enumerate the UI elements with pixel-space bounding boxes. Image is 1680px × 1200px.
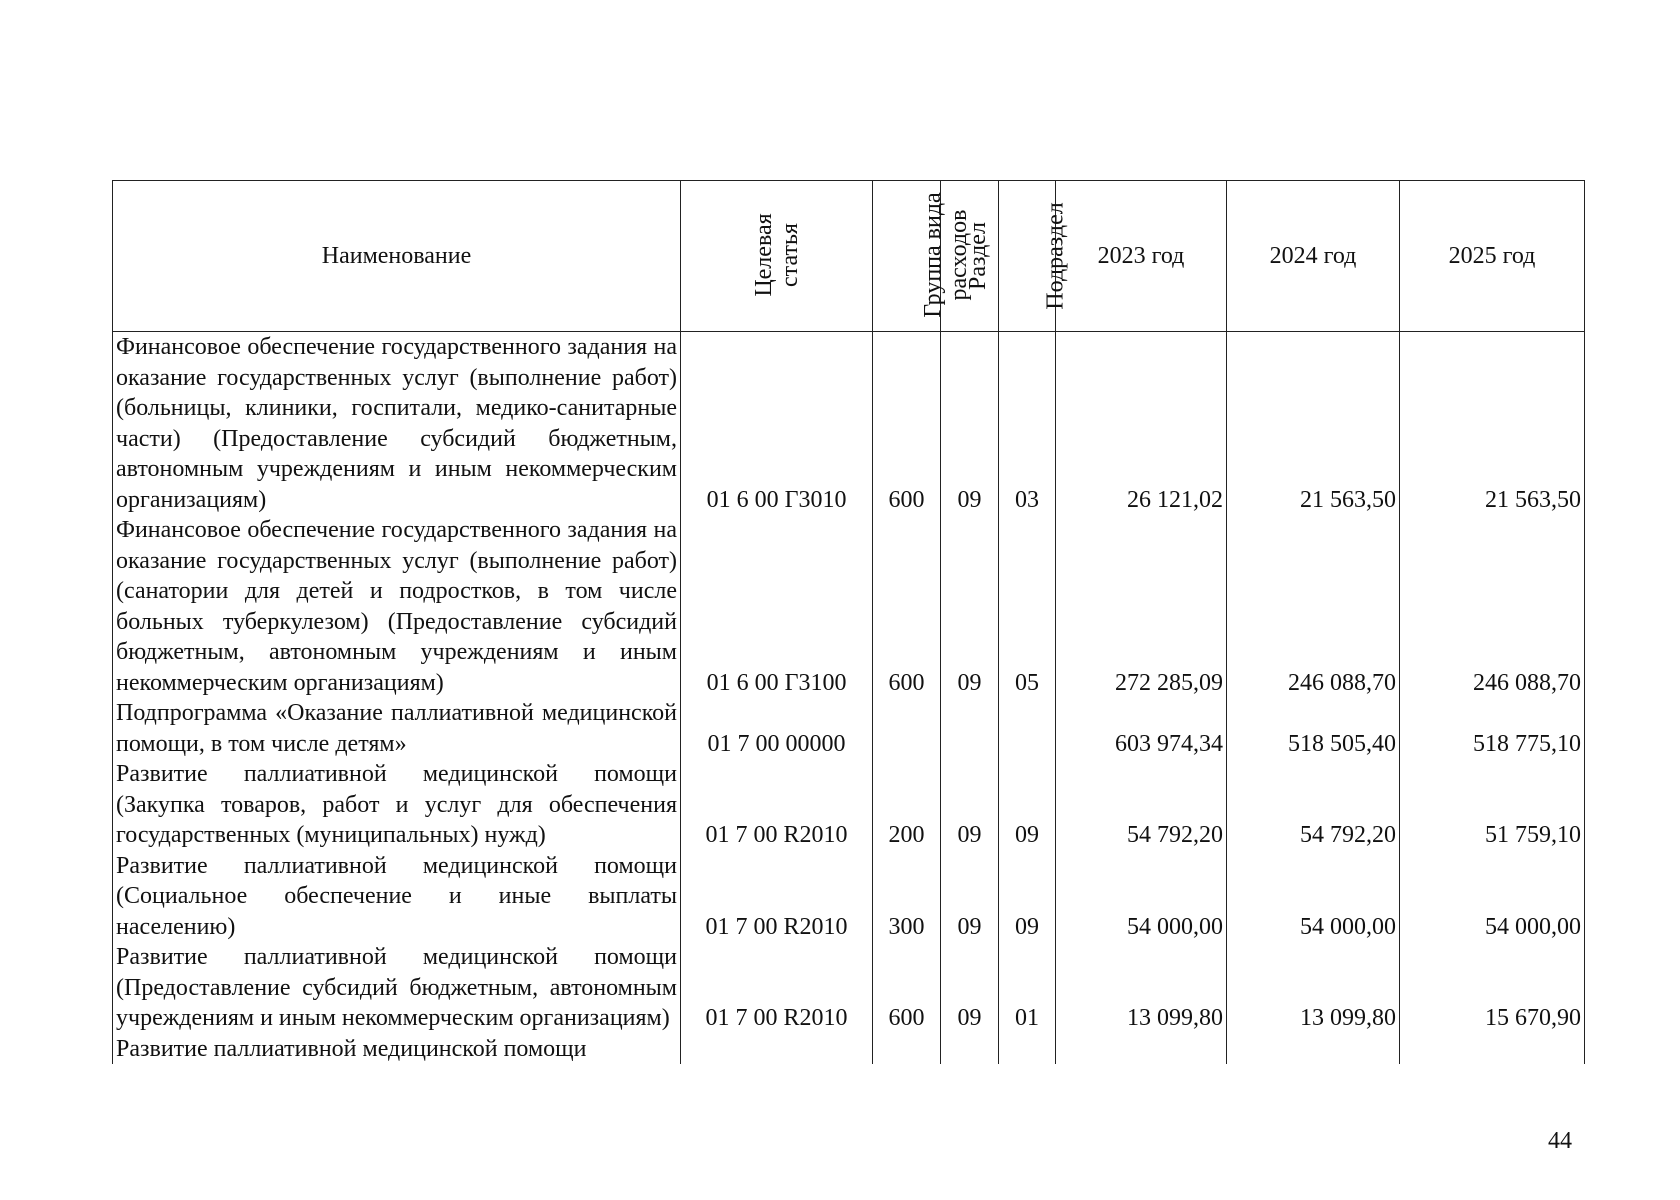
page-number: 44 (1548, 1128, 1572, 1154)
row-section: 09 (941, 942, 999, 1034)
row-section: 09 (941, 515, 999, 698)
row-amount-2023: 603 974,34 (1056, 698, 1227, 759)
row-subsection: 09 (999, 759, 1056, 851)
row-name: Развитие паллиативной медицинской помощи (Закупка товаров, работ и услуг для обеспечения государственных (муниципальных) нужд) (113, 759, 681, 851)
row-subsection: 05 (999, 515, 1056, 698)
header-expense-group-label: Группа вида расходов (920, 192, 972, 318)
header-expense-group (873, 181, 972, 332)
row-name: Развитие паллиативной медицинской помощи (113, 1034, 681, 1065)
row-amount-2025: 15 670,90 (1400, 942, 1585, 1034)
row-expense-group (873, 1034, 941, 1065)
row-name: Развитие паллиативной медицинской помощи (Предоставление субсидий бюджетным, автономным учреждениям и иным некоммерческим организациям) (113, 942, 681, 1034)
table-header (113, 181, 1585, 332)
row-amount-2025: 54 000,00 (1400, 851, 1585, 943)
row-section (941, 1034, 999, 1065)
row-amount-2025: 246 088,70 (1400, 515, 1585, 698)
row-subsection (999, 1034, 1056, 1065)
table-row (113, 1034, 1585, 1065)
row-target-article: 01 7 00 R2010 (681, 759, 873, 851)
table-row (113, 759, 1585, 851)
row-name: Финансовое обеспечение государственного задания на оказание государственных услуг (выполнение работ) (больницы, клиники, госпитали, медико-санитарные части) (Предоставление субсидий бюджетным, автономным учреждениям и иным некоммерческим организациям) (113, 332, 681, 516)
table-row (113, 515, 1585, 698)
row-target-article: 01 7 00 R2010 (681, 942, 873, 1034)
row-amount-2024: 54 792,20 (1227, 759, 1400, 851)
row-amount-2024: 13 099,80 (1227, 942, 1400, 1034)
header-subsection (999, 181, 1069, 332)
row-section: 09 (941, 332, 999, 516)
table-row (113, 698, 1585, 759)
header-subsection-label: Подраздел (1042, 202, 1069, 310)
row-expense-group: 300 (873, 851, 941, 943)
header-section-label: Раздел (964, 221, 991, 290)
row-target-article: 01 6 00 Г3010 (681, 332, 873, 516)
row-subsection: 09 (999, 851, 1056, 943)
row-target-article: 01 7 00 R2010 (681, 851, 873, 943)
row-amount-2024: 518 505,40 (1227, 698, 1400, 759)
row-amount-2023: 26 121,02 (1056, 332, 1227, 516)
row-name: Развитие паллиативной медицинской помощи (Социальное обеспечение и иные выплаты населению) (113, 851, 681, 943)
row-amount-2023: 272 285,09 (1056, 515, 1227, 698)
row-section: 09 (941, 759, 999, 851)
row-amount-2024: 21 563,50 (1227, 332, 1400, 516)
header-2024: 2024 год (1227, 181, 1400, 332)
header-target-article (681, 181, 873, 332)
row-amount-2025: 51 759,10 (1400, 759, 1585, 851)
header-2023: 2023 год (1056, 181, 1227, 332)
row-subsection (999, 698, 1056, 759)
row-amount-2024 (1227, 1034, 1400, 1065)
row-amount-2023 (1056, 1034, 1227, 1065)
row-amount-2024: 54 000,00 (1227, 851, 1400, 943)
row-target-article: 01 6 00 Г3100 (681, 515, 873, 698)
row-name: Финансовое обеспечение государственного задания на оказание государственных услуг (выполнение работ) (санатории для детей и подростков, в том числе больных туберкулезом) (Предоставление субсидий бюджетным, автономным учреждениям и иным некоммерческим организациям) (113, 515, 681, 698)
row-subsection: 03 (999, 332, 1056, 516)
row-expense-group: 600 (873, 332, 941, 516)
row-amount-2024: 246 088,70 (1227, 515, 1400, 698)
row-expense-group: 200 (873, 759, 941, 851)
table-row (113, 332, 1585, 516)
row-amount-2025 (1400, 1034, 1585, 1065)
row-amount-2023: 54 000,00 (1056, 851, 1227, 943)
row-subsection: 01 (999, 942, 1056, 1034)
row-amount-2025: 518 775,10 (1400, 698, 1585, 759)
row-target-article: 01 7 00 00000 (681, 698, 873, 759)
row-expense-group: 600 (873, 515, 941, 698)
row-amount-2025: 21 563,50 (1400, 332, 1585, 516)
row-amount-2023: 54 792,20 (1056, 759, 1227, 851)
table-row (113, 851, 1585, 943)
header-name: Наименование (113, 181, 681, 332)
row-name: Подпрограмма «Оказание паллиативной медицинской помощи, в том числе детям» (113, 698, 681, 759)
header-target-article-label: Целевая статья (750, 213, 803, 297)
table-body (113, 332, 1585, 1065)
table-row (113, 942, 1585, 1034)
row-amount-2023: 13 099,80 (1056, 942, 1227, 1034)
header-row (113, 181, 1585, 332)
row-expense-group (873, 698, 941, 759)
row-section: 09 (941, 851, 999, 943)
header-2025: 2025 год (1400, 181, 1585, 332)
row-section (941, 698, 999, 759)
budget-table (112, 180, 1585, 1064)
row-target-article (681, 1034, 873, 1065)
row-expense-group: 600 (873, 942, 941, 1034)
